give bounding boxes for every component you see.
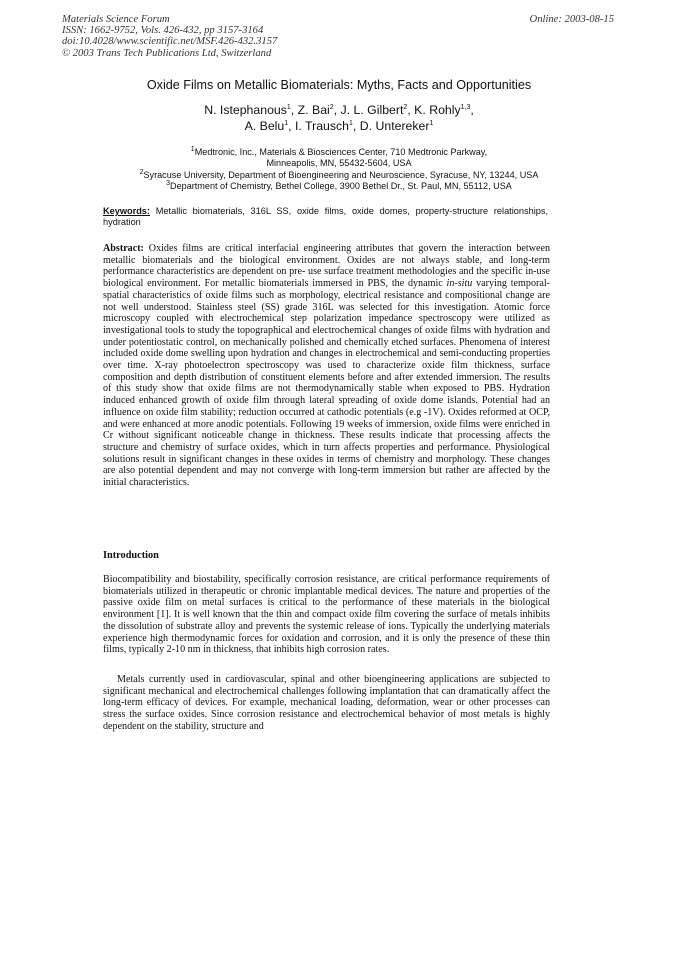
author-line-1: N. Istephanous$^1$, Z. Bai$^2$, J. L. Gilbert$^2$, K. Rohly$^{1,3}$, xyxy=(204,103,474,117)
issn-line: ISSN: 1662-9752, Vols. 426-432, pp 3157-3164 xyxy=(62,25,264,37)
author-line-2: A. Belu$^1$, I. Trausch$^1$, D. Untereker$^1$ xyxy=(244,119,434,133)
abstract-text-2: varying temporal-spatial characteristics of oxide films such as morphology, electrical resistance and compositional change are not well understood. Stainless steel (SS) grade 316L was selected for this investigation. Atomic force microscopy coupled with electrochemical step polarization impedance spectroscopy were utilized as investigational tools to study the topographical and electrochemical changes of oxide films with hydration and under potentiostatic control, on mechanically polished and chemically etched surfaces. Phenomena of interest included oxide dome swelling upon hydration and changes in electrochemical and semi-conducting properties over time. X-ray photoelectron spectroscopy was used to characterize oxide film thickness, surface composition and depth distribution of constituent elements before and after extended immersion. The results of this study show that oxide films are not thermodynamically stable when exposed to PBS. Hydration induced enhanced growth of oxide film through lateral spreading of oxide dome islands. Potential had an influence on oxide film stability; reduction occurred at cathodic potentials (e.g -1V). Oxides reformed at OCP, and were enhanced at more anodic potentials. Following 19 weeks of immersion, oxide films were enriched in Cr without significant noticeable change in thickness. These results indicate that processing affects the structure and chemistry of surface oxides, which in turn affects properties and performance. Physiological solutions result in significant changes in these oxides in terms of chemistry and morphology. These changes are also potential dependent and may not converge with long-term immersion but rather are affected by the initial characteristics. xyxy=(103,278,550,489)
journal-header xyxy=(62,14,277,59)
author-name: Z. Bai xyxy=(297,103,330,117)
keywords xyxy=(103,206,548,228)
doi-line: doi:10.4028/www.scientific.net/MSF.426-432.3157 xyxy=(62,36,278,48)
copyright-line: © 2003 Trans Tech Publications Ltd, Switzerland xyxy=(62,47,272,59)
affiliation-2: $^2$Syracuse University, Department of Bioengineering and Neuroscience, Syracuse, NY, 13244, USA xyxy=(139,168,539,180)
author-affil-ref: 1 xyxy=(286,103,291,111)
journal-name: Materials Science Forum xyxy=(62,14,170,25)
author-name: K. Rohly xyxy=(414,103,461,117)
intro-paragraph-2: Metals currently used in cardiovascular, spinal and other bioengineering applications are subjected to significant mechanical and electrochemical challenges following implantation that can dramatically affect the long-term efficacy of devices. For example, mechanical loading, deformation, wear or other processes can stress the surface oxides. Since corrosion resistance and electrochemical behavior of most metals is highly dependent on the stability, structure and xyxy=(103,674,550,732)
abstract xyxy=(103,243,550,489)
abstract-italic-term: in-situ xyxy=(446,278,473,290)
author-name: A. Belu xyxy=(244,119,285,133)
author-affil-ref: 1,3 xyxy=(460,103,471,111)
author-name: N. Istephanous xyxy=(204,103,287,117)
author-list xyxy=(0,102,678,134)
section-heading-introduction: Introduction xyxy=(103,550,159,561)
abstract-label: Abstract: xyxy=(103,243,144,254)
keywords-label: Keywords: xyxy=(103,206,150,216)
abstract-text-1: Oxides films are critical interfacial engineering attributes that govern the interaction between metallic biomaterials and the biological environment. Oxides are not always stable, and long-term performance characteristics are dependent on pre- use surface treatment methodologies and the specific in-use biological environment. For metallic biomaterials immersed in PBS, the dynamic xyxy=(103,243,551,290)
affiliations xyxy=(0,147,678,192)
intro-paragraph-1: Biocompatibility and biostability, specifically corrosion resistance, are critical performance requirements of biomaterials utilized in therapeutic or chronic implantable medical devices. The nature and properties of the passive oxide film on metal surfaces is critical to the performance of these materials in the biological environment [1]. It is well known that the thin and compact oxide film covering the surface of metals inhibits the dissolution of substrate alloy and prevents the systemic release of ions. Typically the underlying materials experience high thermodynamic forces for oxidation and corrosion, and it is only the presence of these thin films, typically 2-10 nm in thickness, that inhibits high corrosion rates. xyxy=(103,574,550,656)
author-affil-ref: 2 xyxy=(403,103,408,111)
online-date: Online: 2003-08-15 xyxy=(529,14,614,25)
author-affil-ref: 1 xyxy=(284,119,289,127)
affiliation-1: $^1$Medtronic, Inc., Materials & Biosciences Center, 710 Medtronic Parkway, xyxy=(190,145,488,157)
author-name: I. Trausch xyxy=(295,119,350,133)
author-affil-ref: 1 xyxy=(429,119,434,127)
author-affil-ref: 2 xyxy=(329,103,334,111)
author-name: D. Untereker xyxy=(359,119,430,133)
keywords-text: Metallic biomaterials, 316L SS, oxide films, oxide domes, property-structure relationships, hydration xyxy=(103,206,548,228)
author-affil-ref: 1 xyxy=(349,119,353,127)
author-name: J. L. Gilbert xyxy=(340,103,404,117)
paper-title: Oxide Films on Metallic Biomaterials: Myths, Facts and Opportunities xyxy=(146,78,532,92)
affiliation-3: $^3$Department of Chemistry, Bethel College, 3900 Bethel Dr., St. Paul, MN, 55112, USA xyxy=(166,179,512,191)
affiliation-1-cont: Minneapolis, MN, 55432-5604, USA xyxy=(266,158,412,169)
